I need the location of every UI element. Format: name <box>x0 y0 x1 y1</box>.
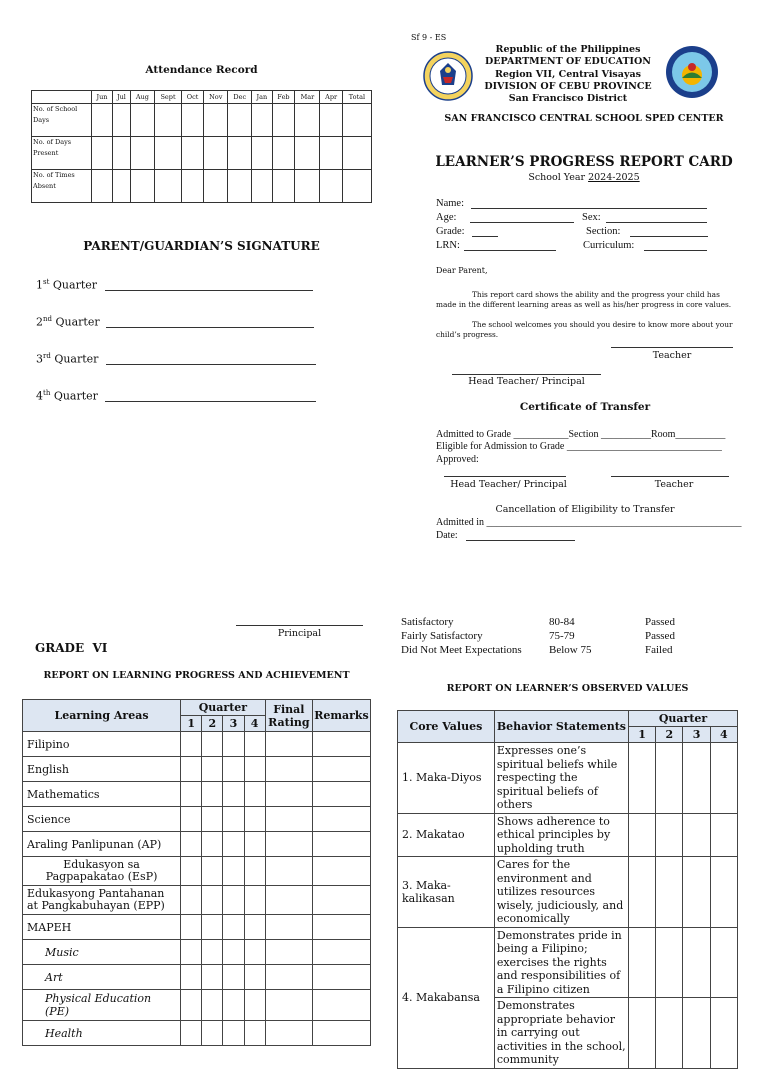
grade-level: GRADE VI <box>35 641 108 655</box>
grade-label: Grade: <box>436 226 465 237</box>
admitted-to-grade: Admitted to Grade ___________Section __________Room__________ <box>436 429 726 440</box>
month-header: Mar <box>295 91 320 104</box>
cancellation-title: Cancellation of Eligibility to Transfer <box>495 504 675 515</box>
section-label: Section: <box>586 226 621 237</box>
table-row: 1. Maka-Diyos Expresses one’s spiritual beliefs while respecting the spiritual beliefs of others <box>398 743 738 814</box>
date-label: Date: <box>436 530 458 541</box>
month-header: Oct <box>182 91 204 104</box>
table-row: Edukasyon sa Pagpapakatao (EsP) <box>23 857 371 886</box>
table-row: Physical Education (PE) <box>23 990 371 1021</box>
age-field[interactable] <box>470 222 574 223</box>
attendance-row-label: No. of Times Absent <box>32 170 92 203</box>
scale-row: Satisfactory 80-84 Passed <box>401 616 675 628</box>
transfer-teacher-label: Teacher <box>654 479 694 490</box>
school-seal-logo <box>665 45 719 99</box>
col-remarks: Remarks <box>313 700 371 732</box>
attendance-row-label: No. of School Days <box>32 104 92 137</box>
col-final-rating: Final Rating <box>265 700 312 732</box>
sex-field[interactable] <box>606 222 707 223</box>
grading-scale <box>401 615 721 657</box>
month-header: Aug <box>130 91 154 104</box>
approved-label: Approved: <box>436 454 479 465</box>
curriculum-label: Curriculum: <box>583 240 635 251</box>
name-field[interactable] <box>471 208 707 209</box>
table-row: MAPEH <box>23 915 371 940</box>
head-teacher-signature-line[interactable] <box>452 374 601 375</box>
table-row: Mathematics <box>23 782 371 807</box>
month-header: Jul <box>113 91 131 104</box>
lrn-field[interactable] <box>464 250 556 251</box>
deped-seal-logo <box>423 51 473 101</box>
attendance-table <box>31 90 372 203</box>
col-core-values: Core Values <box>398 711 495 743</box>
school-year: School Year 2024-2025 <box>528 172 640 183</box>
table-row: English <box>23 757 371 782</box>
month-header: Feb <box>272 91 295 104</box>
col-quarter: Quarter <box>629 711 738 727</box>
table-row: Health <box>23 1021 371 1046</box>
page-title: LEARNER’S PROGRESS REPORT CARD <box>435 154 733 170</box>
eligible-for-admission: Eligible for Admission to Grade _______________________________ <box>436 441 722 452</box>
attendance-title: Attendance Record <box>145 64 258 76</box>
letter-paragraph-1: This report card shows the ability and the progress your child has made in the different learning areas as well as his/her progress in core values. <box>436 290 732 309</box>
quarter-3-label: 3rd Quarter <box>36 352 99 366</box>
grade-field[interactable] <box>472 236 498 237</box>
quarter-2-signature-line[interactable] <box>106 327 314 328</box>
learning-areas-table: Learning Areas Quarter Final Rating Remarks 1 2 3 4 Filipino English Mathematics Science Araling Panlipunan (AP) Edukasyon sa Pagpapakatao (EsP) Edukasyong Pantahanan at Pangkabuhayan (EPP) MAPEH Music Art Physical Education (PE) Health <box>22 699 371 1046</box>
quarter-4-label: 4th Quarter <box>36 389 98 403</box>
table-row: Science <box>23 807 371 832</box>
month-header: Jun <box>92 91 113 104</box>
section-field[interactable] <box>630 236 708 237</box>
letter-paragraph-2: The school welcomes you should you desire to know more about your child’s progress. <box>436 320 733 339</box>
teacher-signature-line[interactable] <box>611 347 733 348</box>
learning-progress-title: REPORT ON LEARNING PROGRESS AND ACHIEVEMENT <box>43 670 350 681</box>
col-learning-areas: Learning Areas <box>23 700 181 732</box>
table-row: 2. Makatao Shows adherence to ethical principles by upholding truth <box>398 813 738 857</box>
table-row: Filipino <box>23 732 371 757</box>
month-header: Jan <box>252 91 273 104</box>
salutation: Dear Parent, <box>436 266 488 275</box>
principal-signature-line[interactable] <box>236 625 363 626</box>
col-behavior-statements: Behavior Statements <box>494 711 628 743</box>
table-row: Music <box>23 940 371 965</box>
quarter-3-signature-line[interactable] <box>106 364 316 365</box>
month-header: Dec <box>228 91 252 104</box>
month-header: Apr <box>320 91 342 104</box>
transfer-teacher-signature-line[interactable] <box>611 476 729 477</box>
quarter-1-signature-line[interactable] <box>105 290 313 291</box>
table-row: Edukasyong Pantahanan at Pangkabuhayan (EPP) <box>23 886 371 915</box>
quarter-2-label: 2nd Quarter <box>36 315 100 329</box>
col-quarter: Quarter <box>181 700 266 716</box>
lrn-label: LRN: <box>436 240 460 251</box>
transfer-head-signature-line[interactable] <box>444 476 566 477</box>
admitted-in: Admitted in ___________________________________________________ <box>436 517 742 528</box>
teacher-label: Teacher <box>652 350 692 361</box>
observed-values-title: REPORT ON LEARNER’S OBSERVED VALUES <box>446 683 689 694</box>
table-row: 4. Makabansa Demonstrates pride in being a Filipino; exercises the rights and responsibilities of a Filipino citizen <box>398 927 738 998</box>
name-label: Name: <box>436 198 464 209</box>
quarter-1-label: 1st Quarter <box>36 278 98 292</box>
principal-label: Principal <box>277 628 322 639</box>
age-label: Age: <box>436 212 457 223</box>
quarter-4-signature-line[interactable] <box>105 401 316 402</box>
date-field[interactable] <box>466 540 575 541</box>
attendance-row-label: No. of Days Present <box>32 137 92 170</box>
month-header: Nov <box>204 91 228 104</box>
school-name: SAN FRANCISCO CENTRAL SCHOOL SPED CENTER <box>444 113 724 124</box>
form-code: Sf 9 - ES <box>411 33 447 42</box>
curriculum-field[interactable] <box>644 250 707 251</box>
month-header: Sept <box>154 91 181 104</box>
table-row: Demonstrates appropriate behavior in carrying out activities in the school, community <box>398 998 738 1069</box>
sex-label: Sex: <box>582 212 601 223</box>
head-teacher-label: Head Teacher/ Principal <box>468 376 585 387</box>
table-row: Art <box>23 965 371 990</box>
agency-header: Republic of the Philippines DEPARTMENT OF EDUCATION Region VII, Central Visayas DIVISION OF CEBU PROVINCE San Francisco District <box>484 44 652 105</box>
table-row: Araling Panlipunan (AP) <box>23 832 371 857</box>
transfer-head-label: Head Teacher/ Principal <box>450 479 567 490</box>
month-header: Total <box>342 91 371 104</box>
scale-row: Fairly Satisfactory 75-79 Passed <box>401 630 675 642</box>
table-row: 3. Maka-kalikasan Cares for the environment and utilizes resources wisely, judiciously, and economically <box>398 857 738 928</box>
scale-row: Did Not Meet Expectations Below 75 Failed <box>401 644 673 656</box>
parent-signature-title: PARENT/GUARDIAN’S SIGNATURE <box>83 239 320 253</box>
certificate-title: Certificate of Transfer <box>519 401 651 413</box>
observed-values-table: Core Values Behavior Statements Quarter 1 2 3 4 1. Maka-Diyos Expresses one’s spiritual beliefs while respecting the spiritual beliefs of others 2. Makatao Shows adherence to ethical principles by upholding truth 3. Maka-kalikasan Cares for the environment and utilizes resources wisely, judiciously, and economically 4. Makabansa Demonstrates pride in being a Filipino; exercises the rights and responsibilities of a Filipino citizen Demonstrates appropriate behavior in carrying out activities in the school, community <box>397 710 738 1069</box>
